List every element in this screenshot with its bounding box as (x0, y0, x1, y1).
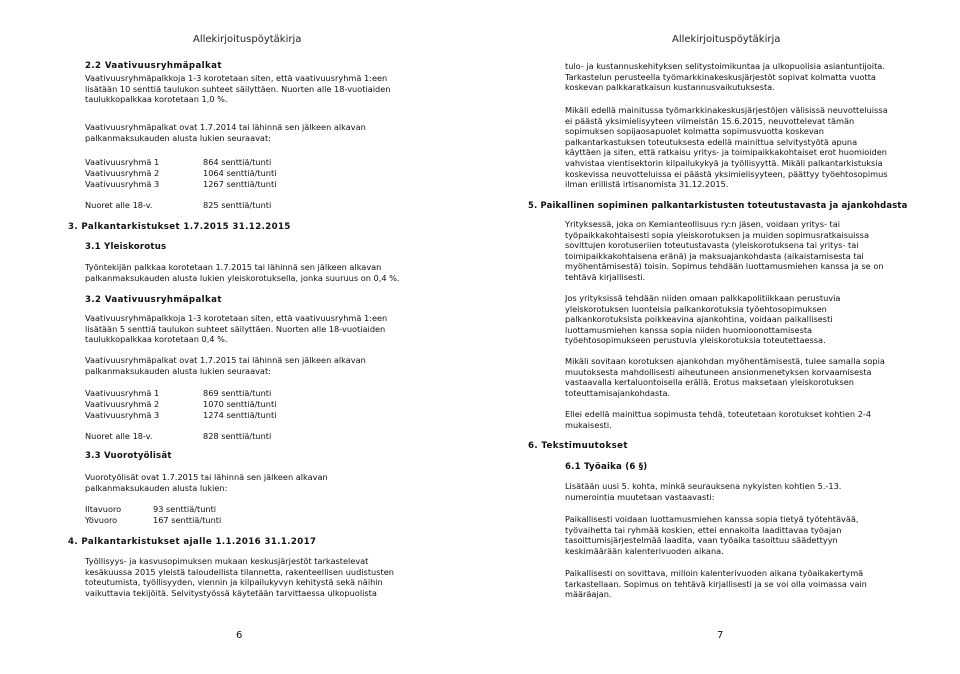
table-row-value: 864 senttiä/tunti (203, 157, 272, 167)
section-3-1-heading: 3.1 Yleiskorotus (85, 242, 167, 252)
table-row-label: Vaativuusryhmä 3 (85, 410, 160, 420)
section-3-2-heading: 3.2 Vaativuusryhmäpalkat (85, 295, 222, 305)
paragraph: Vaativuusryhmäpalkkoja 1-3 korotetaan siten, että vaativuusryhmä 1:een lisätään 5 senttiä taulukon suhteet säilyttäen. Nuorten alle 18-vuotiaiden taulukkopalkkaa korotetaan 0,4 %. (85, 313, 388, 345)
table-row-value: 828 senttiä/tunti (203, 431, 272, 441)
section-5-heading: 5. Paikallinen sopiminen palkantarkistusten toteutustavasta ja ajankohdasta (528, 200, 908, 210)
table-row-label: Vaativuusryhmä 2 (85, 168, 160, 178)
section-6-1-heading: 6.1 Työaika (6 §) (565, 462, 648, 472)
table-row-label: Nuoret alle 18-v. (85, 431, 153, 441)
paragraph: Mikäli sovitaan korotuksen ajankohdan myöhentämisestä, tulee samalla sopia muutoksesta mahdollisesti aiheutuneen ansionmenetyksen korvaamisesta vastaavalla kertaluontoisella erällä. Erotus maksetaan yleiskorotuksen toteuttamisajankohdasta. (565, 356, 885, 398)
paragraph: Ellei edellä mainittua sopimusta tehdä, toteutetaan korotukset kohtien 2-4 mukaisesti. (565, 409, 872, 430)
table-row-label: Vaativuusryhmä 3 (85, 179, 160, 189)
section-4-heading: 4. Palkantarkistukset ajalle 1.1.2016 31.1.2017 (68, 537, 317, 547)
table-row-label: Vaativuusryhmä 2 (85, 399, 160, 409)
paragraph: Vaativuusryhmäpalkkoja 1-3 korotetaan siten, että vaativuusryhmä 1:een lisätään 10 senttiä taulukon suhteet säilyttäen. Nuorten alle 18-vuotiaiden taulukkopalkkaa korotetaan 1,0 %. (85, 73, 391, 105)
page-right (480, 0, 960, 674)
paragraph: Vaativuusryhmäpalkat ovat 1.7.2015 tai lähinnä sen jälkeen alkavan palkanmaksukauden alusta lukien seuraavat: (85, 355, 366, 376)
page-number: 7 (717, 630, 724, 641)
section-2-2-heading: 2.2 Vaativuusryhmäpalkat (85, 61, 222, 71)
table-row-value: 167 senttiä/tunti (153, 515, 222, 525)
table-row-label: Nuoret alle 18-v. (85, 200, 153, 210)
paragraph: Mikäli edellä mainitussa työmarkkinakeskusjärjestöjen välisissä neuvotteluissa ei päästä yksimielisyyteen viimeistän 15.6.2015, neuvottelevat tämän sopimuksen sopijaosapuolet kolmatta sopimusvuotta koskevan palkantarkastuksen toteutuksesta edellä mainittua selvitystyötä apuna käyttäen ja siten, että ratkaisu yritys- ja toimipaikkakohtaiset erot huomioiden vahvistaa vientisektorin kilpailukykyä ja työllisyyttä. Mikäli palkantarkistuksia koskevissa neuvotteluissa ei päästä yksimielisyyteen, päättyy työehtosopimus ilman erillistä irtisanomista 31.12.2015. (565, 105, 888, 190)
paragraph: tulo- ja kustannuskehityksen selitystoimikuntaa ja ulkopuolisia asiantuntijoita. Tarkastelun perusteella työmarkkinakeskusjärjestöt sopivat kolmatta vuotta koskevan palkkaratkaisun kustannusvaikutuksesta. (565, 61, 885, 93)
paragraph: Lisätään uusi 5. kohta, minkä seurauksena nykyisten kohtien 5.-13. numerointia muutetaan vastaavasti: (565, 481, 842, 502)
table-row-label: Vaativuusryhmä 1 (85, 157, 160, 167)
table-row-value: 825 senttiä/tunti (203, 200, 272, 210)
table-row-label: Iltavuoro (85, 504, 122, 514)
table-row-label: Yövuoro (85, 515, 118, 525)
paragraph: Yrityksessä, joka on Kemianteollisuus ry:n jäsen, voidaan yritys- tai työpaikkakohtaisesti sopia yleiskorotuksen ja muiden sopimusratkaisuissa sovittujen korotuseriien toteutustavasta (yleiskorotuksena tai yritys- tai toimipaikkakohtaisena eränä) ja maksuajankohdasta (aikaistamisesta tai myöhentämisestä) toisin. Sopimus tehdään luottamusmiehen kanssa ja se on tehtävä kirjallisesti. (565, 219, 884, 282)
paragraph: Jos yrityksissä tehdään niiden omaan palkkapolitiikkaan perustuvia yleiskorotuksen luonteisia palkankorotuksia työehtosopimuksen palkankorotuksista poikkeavina ajankohtina, voidaan paikallisesti luottamusmiehen kanssa sopia niiden huomioonottamisesta työehtosopimukseen perustuvia yleiskorotuksia toteutettaessa. (565, 293, 841, 346)
table-row-value: 93 senttiä/tunti (153, 504, 217, 514)
table-row-label: Vaativuusryhmä 1 (85, 388, 160, 398)
section-6-heading: 6. Tekstimuutokset (528, 441, 628, 451)
paragraph: Vaativuusryhmäpalkat ovat 1.7.2014 tai lähinnä sen jälkeen alkavan palkanmaksukauden alusta lukien seuraavat: (85, 122, 366, 143)
table-row-value: 1064 senttiä/tunti (203, 168, 277, 178)
table-row-value: 869 senttiä/tunti (203, 388, 272, 398)
page-header: Allekirjoituspöytäkirja (193, 34, 302, 45)
page-number: 6 (236, 630, 243, 641)
table-row-value: 1274 senttiä/tunti (203, 410, 277, 420)
paragraph: Paikallisesti voidaan luottamusmiehen kanssa sopia tietyä työtehtävää, työvaihetta tai ryhmää koskien, ettei ennakolta laadittavaa työajan tasoittumisjärjestelmää laadita, vaan työaika tasoittuu säädettyyn keskimäärään kalenterivuoden aikana. (565, 514, 859, 556)
table-row-value: 1070 senttiä/tunti (203, 399, 277, 409)
page-header: Allekirjoituspöytäkirja (672, 34, 781, 45)
paragraph: Työntekijän palkkaa korotetaan 1.7.2015 tai lähinnä sen jälkeen alkavan palkanmaksukauden alusta lukien yleiskorotuksella, jonka suuruus on 0,4 %. (85, 262, 400, 283)
paragraph: Paikallisesti on sovittava, milloin kalenterivuoden aikana työaikakertymä tarkastellaan. Sopimus on tehtävä kirjallisesti ja se voi olla voimassa vain määräajan. (565, 568, 867, 600)
paragraph: Työllisyys- ja kasvusopimuksen mukaan keskusjärjestöt tarkastelevat kesäkuussa 2015 yleistä taloudellista tilannetta, rakenteellisen uudistusten toteutumista, työllisyyden, viennin ja kilpailukyvyn kehitystä sekä näihin vaikuttavia tekijöitä. Selvitystyössä käytetään tarvittaessa ulkopuolista (85, 556, 394, 598)
section-3-heading: 3. Palkantarkistukset 1.7.2015 31.12.2015 (68, 222, 291, 232)
table-row-value: 1267 senttiä/tunti (203, 179, 277, 189)
section-3-3-heading: 3.3 Vuorotyölisät (85, 451, 172, 461)
paragraph: Vuorotyölisät ovat 1.7.2015 tai lähinnä sen jälkeen alkavan palkanmaksukauden alusta lukien: (85, 472, 328, 493)
